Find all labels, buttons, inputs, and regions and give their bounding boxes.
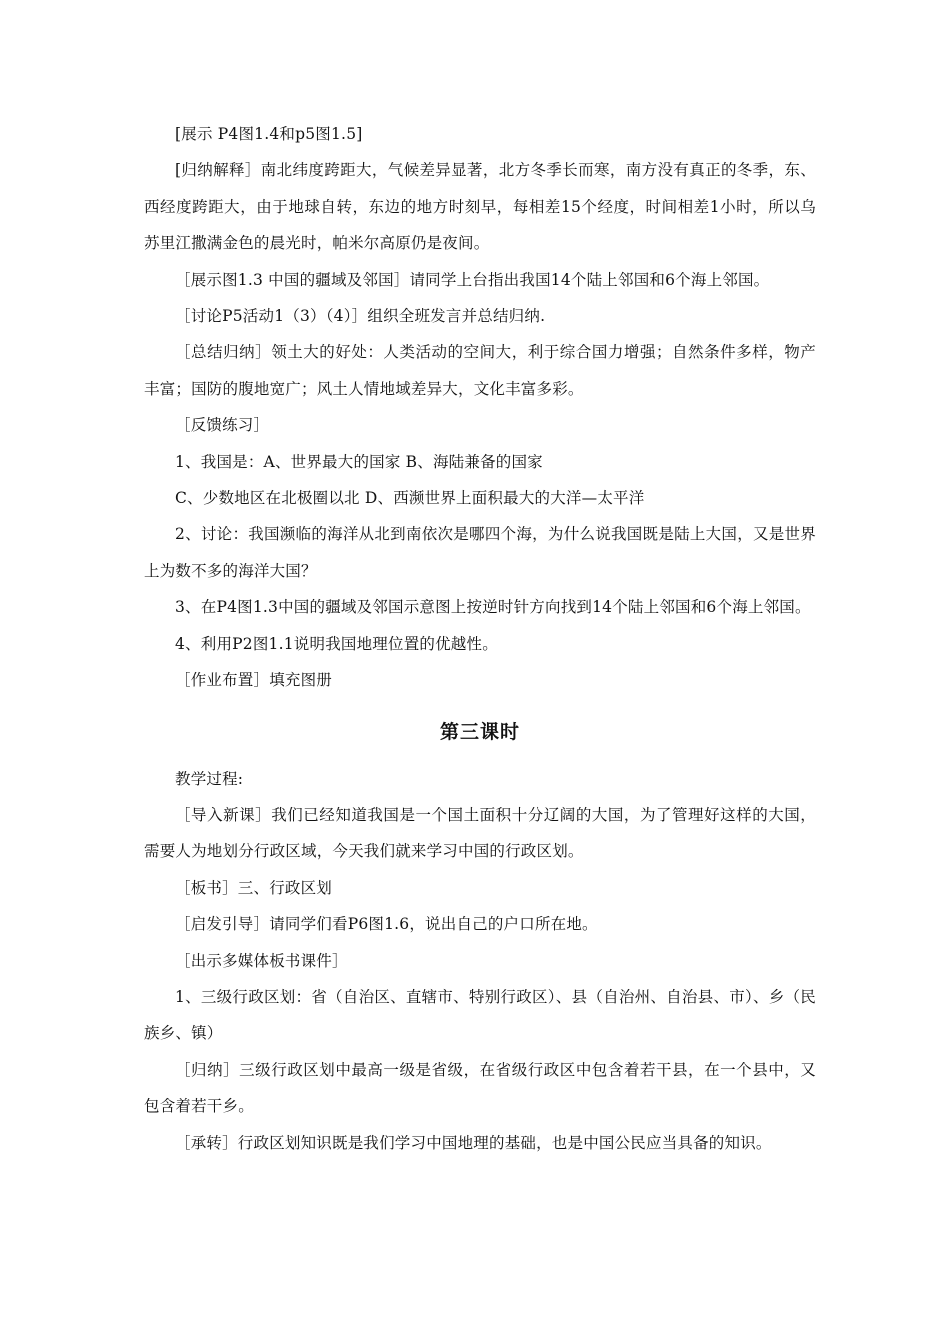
exercise-item: 3、在P4图1.3中国的疆域及邻国示意图上按逆时针方向找到14个陆上邻国和6个海上邻国。 — [175, 598, 811, 617]
paragraph: [归纳解释］南北纬度跨距大，气候差异显著，北方冬季长而寒，南方没有真正的冬季，东、西经度跨距大，由于地球自转，东边的地方时刻早，每相差15个经度，时间相差1小时，所以乌苏里江撒满金色的晨光时，帕米尔高原仍是夜间。 — [144, 161, 816, 253]
paragraph: ［展示图1.3 中国的疆域及邻国］请同学上台指出我国14个陆上邻国和6个海上邻国。 — [175, 270, 770, 289]
paragraph: ［反馈练习］ — [175, 416, 270, 435]
paragraph: ［讨论P5活动1（3）（4）］组织全班发言并总结归纳. — [175, 307, 546, 326]
document-body — [144, 116, 816, 1161]
paragraph: ［导入新课］我们已经知道我国是一个国土面积十分辽阔的大国，为了管理好这样的大国，需要人为地划分行政区域，今天我们就来学习中国的行政区划。 — [144, 805, 816, 861]
paragraph: ［作业布置］填充图册 — [175, 671, 333, 690]
paragraph: ［启发引导］请同学们看P6图1.6，说出自己的户口所在地。 — [175, 915, 598, 934]
paragraph: [展示 P4图1.4和p5图1.5] — [175, 125, 363, 143]
section-heading: 第三课时 — [439, 720, 520, 743]
exercise-item: 2、讨论：我国濒临的海洋从北到南依次是哪四个海，为什么说我国既是陆上大国，又是世界上为数不多的海洋大国？ — [144, 525, 816, 580]
paragraph: 教学过程: — [175, 769, 244, 788]
paragraph: ［归纳］三级行政区划中最高一级是省级，在省级行政区中包含着若干县，在一个县中，又包含着若干乡。 — [144, 1060, 816, 1116]
paragraph: ［板书］三、行政区划 — [175, 878, 333, 897]
paragraph: ［总结归纳］领土大的好处：人类活动的空间大，利于综合国力增强；自然条件多样，物产丰富；国防的腹地宽广；风土人情地域差异大，文化丰富多彩。 — [144, 343, 816, 398]
paragraph: 1、三级行政区划：省（自治区、直辖市、特别行政区）、县（自治州、自治县、市）、乡（民族乡、镇） — [144, 987, 816, 1043]
exercise-item: 1、我国是：A、世界最大的国家 B、海陆兼备的国家 — [175, 452, 543, 471]
exercise-item: C、少数地区在北极圈以北 D、西濒世界上面积最大的大洋—太平洋 — [175, 489, 645, 508]
exercise-item: 4、利用P2图1.1说明我国地理位置的优越性。 — [175, 634, 498, 653]
paragraph: ［承转］行政区划知识既是我们学习中国地理的基础，也是中国公民应当具备的知识。 — [175, 1133, 772, 1152]
paragraph: ［出示多媒体板书课件］ — [175, 951, 348, 970]
